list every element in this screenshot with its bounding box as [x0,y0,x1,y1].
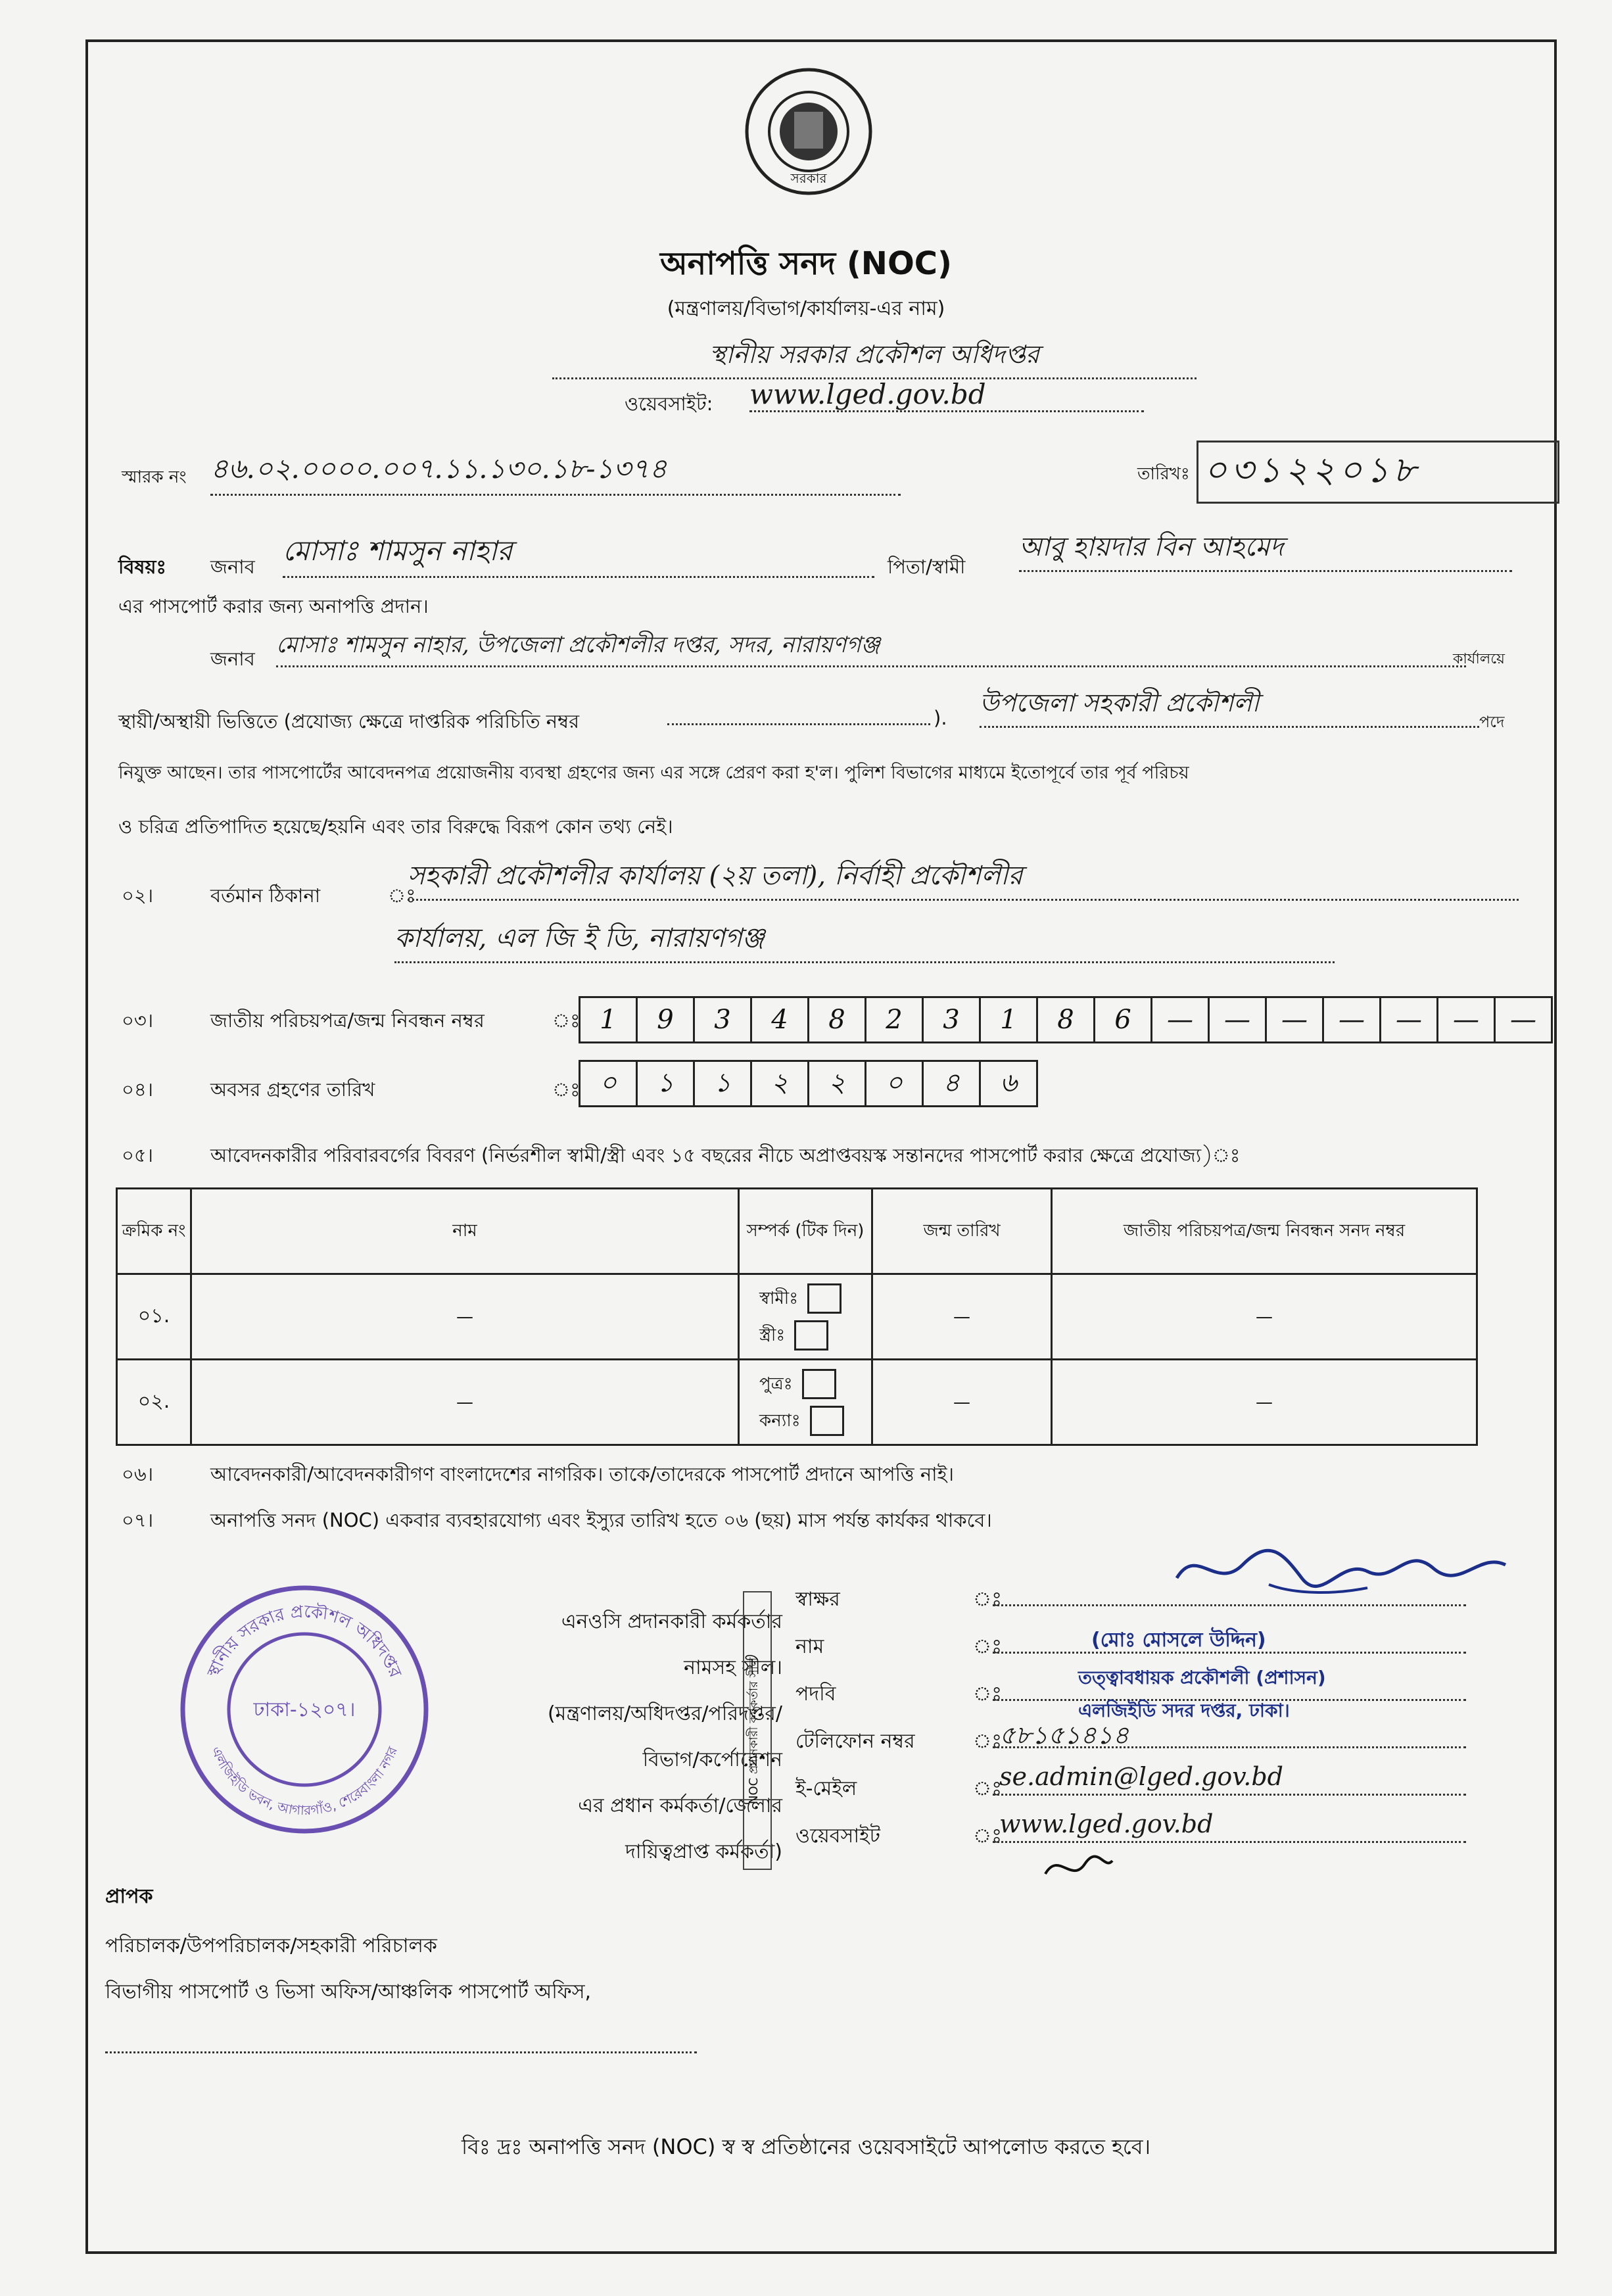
office-name-field: স্থানীয় সরকার প্রকৌশল অধিদপ্তর [552,335,1197,379]
row-serial: ০১. [117,1274,191,1360]
issuer-line: নামসহ সীল। [684,1656,782,1679]
issuer-website: www.lged.gov.bd [999,1809,1214,1838]
document-subtitle: (মন্ত্রণালয়/বিভাগ/কার্যালয়-এর নাম) [667,297,945,320]
table-row [117,1360,1477,1445]
nid-digit: 3 [922,996,981,1043]
row-name: — [191,1360,739,1445]
row-serial: ০২. [117,1360,191,1445]
retire-digit-boxes [579,1060,1036,1107]
date-label: তারিখঃ [1137,464,1190,484]
row-nid: — [1052,1274,1477,1360]
nid-digit: 6 [1093,996,1152,1043]
applicant-name: মোসাঃ শামসুন নাহার [283,529,874,578]
nid-digit: 8 [1036,996,1095,1043]
issuer-line: দায়িত্বপ্রাপ্ত কর্মকর্তা) [625,1840,782,1863]
item07-number: ০৭। [122,1509,154,1531]
header-dob: জন্ম তারিখ [872,1189,1052,1274]
nid-digit: 4 [750,996,809,1043]
document-title: অনাপত্তি সনদ (NOC) [660,245,952,282]
note-06: আবেদনকারী/আবেদনকারীগণ বাংলাদেশের নাগরিক। তাকে/তাদেরকে পাসপোর্ট প্রদানে আপত্তি নাই। [210,1463,955,1485]
relation-label: পুত্রঃ [759,1374,793,1394]
relation-label: স্ত্রীঃ [759,1325,786,1345]
nid-digit: — [1436,996,1496,1043]
row-nid: — [1052,1360,1477,1445]
nid-digit: — [1494,996,1553,1043]
nid-digit: 8 [807,996,866,1043]
body-line4: ও চরিত্র প্রতিপাদিত হয়েছে/হয়নি এবং তার বিরুদ্ধে বিরূপ কোন তথ্য নেই। [118,815,673,838]
retire-digit: ৬ [979,1060,1038,1107]
nid-digit: — [1208,996,1267,1043]
issuer-seal-vertical: NOC প্রদানকারী কর্মকর্তার সীল [743,1591,772,1870]
header-name: নাম [191,1189,739,1274]
address-label: বর্তমান ঠিকানা [210,884,321,907]
footer-note: বিঃ দ্রঃ অনাপত্তি সনদ (NOC) স্ব স্ব প্রতিষ্ঠানের ওয়েবসাইটে আপলোড করতে হবে। [461,2134,1151,2159]
office-suffix: কার্যালয়ে [1453,651,1505,667]
family-label: আবেদনকারীর পরিবারবর্গের বিবরণ (নির্ভরশীল স্বামী/স্ত্রী এবং ১৫ বছরের নীচে অপ্রাপ্তবয়স্ক সন্তানদের পাসপোর্ট করার ক্ষেত্রে প্রযোজ্য)ঃ [210,1144,1241,1166]
address-line1: সহকারী প্রকৌশলীর কার্যালয় (২য় তলা), নির্বাহী প্রকৌশলীর [408,855,1519,901]
row-dob: — [872,1360,1052,1445]
field-colon: ঃ [973,1730,1003,1753]
note-07: অনাপত্তি সনদ (NOC) একবার ব্যবহারযোগ্য এবং ইস্যুর তারিখ হতে ০৬ (ছয়) মাস পর্যন্ত কার্যকর থাকবে। [210,1509,992,1531]
issuer-line: (মন্ত্রণালয়/অধিদপ্তর/পরিদপ্তর/ [547,1702,782,1725]
table-row [117,1274,1477,1360]
nid-digit: 3 [693,996,752,1043]
office-id-field [667,723,930,725]
retire-digit: ২ [807,1060,866,1107]
subject-mr-label: জনাব [210,556,255,578]
nid-digit-boxes [579,996,1551,1043]
issuer-line: বিভাগ/কর্পোরেশন [642,1748,782,1771]
field-label: স্বাক্ষর [795,1588,840,1611]
nid-digit: 1 [579,996,638,1043]
issuer-description [486,1599,782,1875]
retire-digit: ০ [865,1060,924,1107]
retire-digit: ১ [636,1060,695,1107]
item04-number: ০৪। [122,1078,154,1101]
item02-number: ০২। [122,884,154,907]
row-dob: — [872,1274,1052,1360]
recipient-label: প্রাপক [105,1885,153,1908]
retire-digit: ১ [693,1060,752,1107]
body-mr-label: জনাব [210,648,255,670]
item05-number: ০৫। [122,1144,154,1166]
email-line [993,1794,1466,1796]
recipient-line1: পরিচালক/উপপরিচালক/সহকারী পরিচালক [105,1934,437,1957]
body-line2-mid: ). [934,707,947,729]
issuer-phone: ৫৮১৫১৪১৪ [999,1721,1129,1750]
row-name: — [191,1274,739,1360]
header-relation: সম্পর্ক (টিক দিন) [739,1189,872,1274]
issuer-field-labels [795,1576,915,1860]
seal-center: ঢাকা-১২০৭। [253,1698,356,1721]
designation-field: উপজেলা সহকারী প্রকৌশলী [980,684,1479,728]
body-line2-prefix: স্থায়ী/অস্থায়ী ভিত্তিতে (প্রযোজ্য ক্ষেত্রে দাপ্তরিক পরিচিতি নম্বর [118,710,580,732]
issuer-name-stamp: (মোঃ মোসলে উদ্দিন) [1091,1629,1266,1652]
retire-digit: ৪ [922,1060,981,1107]
nid-digit: — [1322,996,1381,1043]
body-line3: নিযুক্ত আছেন। তার পাসপোর্টের আবেদনপত্র প্রয়োজনীয় ব্যবস্থা গ্রহণের জন্য এর সঙ্গে প্রেরণ করা হ'ল। পুলিশ বিভাগের মাধ্যমে ইতোপূর্বে তার পূর্ব পরিচয় [118,763,1189,783]
field-label: ওয়েবসাইট [795,1825,880,1848]
address-colon: ঃ [388,884,416,907]
relation-label: স্বামীঃ [759,1288,799,1308]
signature-line [993,1604,1466,1606]
issuer-email: se.admin@lged.gov.bd [999,1762,1283,1791]
father-husband-label: পিতা/স্বামী [888,556,966,578]
recipient-line2: বিভাগীয় পাসপোর্ট ও ভিসা অফিস/আঞ্চলিক পাসপোর্ট অফিস, [105,1980,592,2003]
field-colon: ঃ [973,1683,1003,1706]
nid-label: জাতীয় পরিচয়পত্র/জন্ম নিবন্ধন নম্বর [210,1009,485,1032]
memo-label: স্মারক নং [122,467,187,487]
header-nid: জাতীয় পরিচয়পত্র/জন্ম নিবন্ধন সনদ নম্বর [1052,1189,1477,1274]
subject-label: বিষয়ঃ [118,556,166,578]
website-line [993,1841,1466,1843]
subject-line2: এর পাসপোর্ট করার জন্য অনাপত্তি প্রদান। [118,595,429,617]
issuer-field-colons [973,1576,1002,1860]
header-serial: ক্রমিক নং [117,1189,191,1274]
retire-digit: ২ [750,1060,809,1107]
issuer-line: এর প্রধান কর্মকর্তা/জেলার [578,1794,782,1817]
seal-ring-top: স্থানীয় সরকার প্রকৌশল অধিদপ্তর [203,1602,406,1681]
row-relation [739,1274,872,1360]
family-table [116,1187,1478,1446]
body-name-office: মোসাঃ শামসুন নাহার, উপজেলা প্রকৌশলীর দপ্তর, সদর, নারায়ণগঞ্জ [276,628,1466,667]
website-value: www.lged.gov.bd [749,378,1144,412]
relation-checkbox[interactable] [794,1320,828,1351]
website-label: ওয়েবসাইট: [625,393,713,415]
emblem-label: সরকার [790,170,827,186]
memo-number: ৪৬.০২.০০০০.০০৭.১১.১৩০.১৮-১৩৭৪ [210,447,901,496]
nid-digit: 9 [636,996,695,1043]
item03-number: ০৩। [122,1009,154,1032]
initials-mark [1039,1848,1118,1887]
retire-label: অবসর গ্রহণের তারিখ [210,1078,375,1101]
field-label: ই-মেইল [795,1777,857,1800]
relation-checkbox[interactable] [802,1369,836,1399]
field-colon: ঃ [973,1825,1003,1848]
handwritten-signature [1170,1532,1512,1604]
father-husband-name: আবু হায়দার বিন আহমেদ [1019,526,1512,572]
field-label: টেলিফোন নম্বর [795,1730,915,1753]
relation-checkbox[interactable] [807,1283,842,1314]
issuer-line: এনওসি প্রদানকারী কর্মকর্তার [561,1610,782,1633]
relation-label: কন্যাঃ [759,1410,801,1431]
address-line2: কার্যালয়, এল জি ই ডি, নারায়ণগঞ্জ [394,917,1335,963]
field-label: পদবি [795,1683,836,1706]
nid-digit: — [1265,996,1324,1043]
field-colon: ঃ [973,1777,1003,1800]
retire-colon: ঃ [552,1078,581,1101]
field-label: নাম [795,1635,824,1658]
date-value: ০৩১২২০১৮ [1197,441,1559,504]
recipient-address-line [105,2051,697,2053]
row-relation [739,1360,872,1445]
nid-digit: — [1150,996,1210,1043]
office-seal [176,1581,433,1838]
field-colon: ঃ [973,1588,1003,1611]
relation-checkbox[interactable] [810,1406,844,1436]
seal-ring-bottom: এলজিইডি ভবন, আগারগাঁও, শেরেবাংলা নগর [208,1744,401,1819]
item06-number: ০৬। [122,1463,154,1485]
issuer-designation-stamp: তত্ত্বাবধায়ক প্রকৌশলী (প্রশাসন) [1078,1667,1326,1688]
nid-digit: — [1379,996,1438,1043]
government-emblem [743,66,874,197]
nid-digit: 2 [865,996,924,1043]
family-table-header [117,1189,1477,1274]
designation-suffix: পদে [1479,713,1505,731]
nid-digit: 1 [979,996,1038,1043]
nid-colon: ঃ [552,1009,581,1032]
field-colon: ঃ [973,1635,1003,1658]
issuer-office-stamp: এলজিইডি সদর দপ্তর, ঢাকা। [1078,1700,1290,1721]
retire-digit: ০ [579,1060,638,1107]
